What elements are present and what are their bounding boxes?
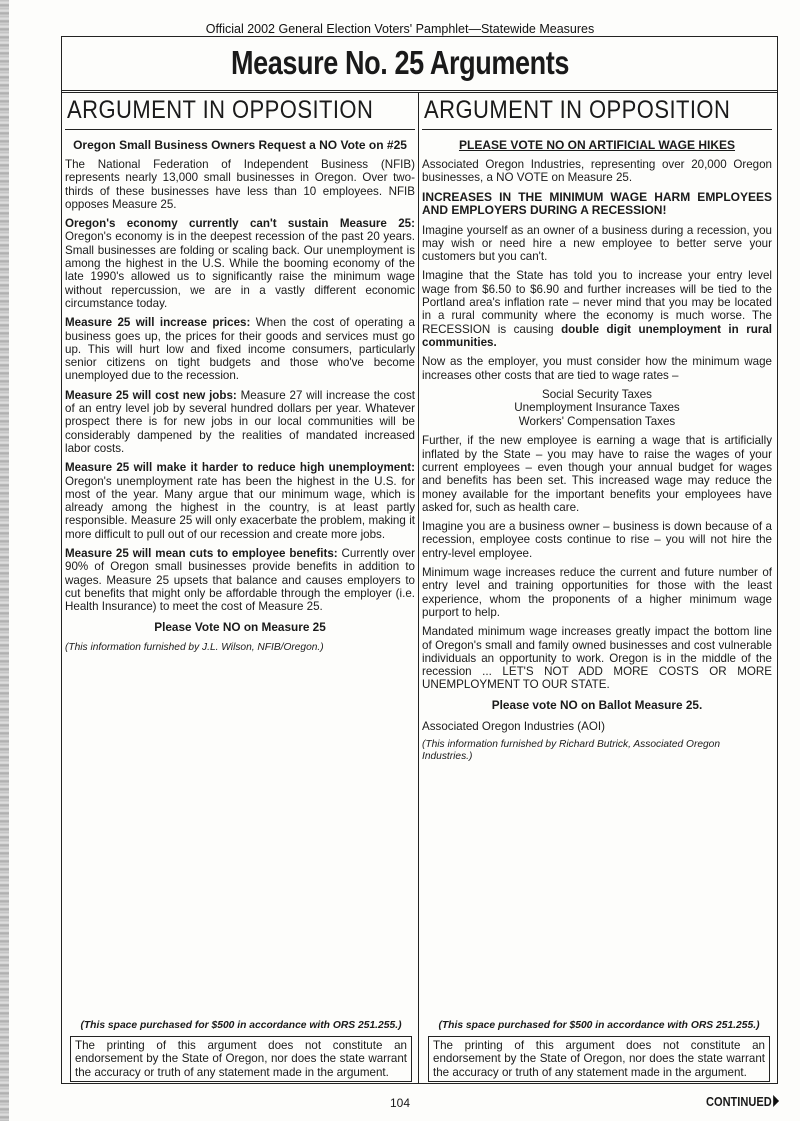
right-paragraph: Further, if the new employee is earning a wage that is artificially inflated by the State – you may have to raise the wages of your current employees – even though your annual budget for wages and benefits has been set. This increased wage may reduce the money available for the important benefits your employees have asked for, such as health care. bbox=[422, 434, 772, 514]
right-paragraph: Mandated minimum wage increases greatly impact the bottom line of Oregon's small and family owned businesses and cost vulnerable individuals an opportunity to work. Oregon is in the middle of the recession ... LET'S NOT ADD MORE COSTS OR MORE UNEMPLOYMENT TO OUR STATE. bbox=[422, 625, 772, 692]
right-heading: ARGUMENT IN OPPOSITION bbox=[424, 96, 731, 124]
scan-binding-edge bbox=[0, 0, 9, 1121]
left-paragraph: Measure 25 will mean cuts to employee benefits: Currently over 90% of Oregon small businesses provide benefits in addition to wages. Measure 25 upsets that balance and causes employers to cut benefits that might only be affordable through the employer (i.e. Health Insurance) to meet the cost of Measure 25. bbox=[65, 547, 415, 614]
title-rule bbox=[61, 90, 778, 91]
right-furnished-by: (This information furnished by Richard Butrick, Associated Oregon Industries.) bbox=[422, 738, 721, 762]
right-lead: PLEASE VOTE NO ON ARTIFICIAL WAGE HIKES bbox=[458, 138, 736, 152]
left-paragraph: Measure 25 will increase prices: When the cost of operating a business goes up, the prices for their goods and services must go up. This will hurt low and fixed income consumers, particularly senior citizens on tight budgets and those who've become unemployed due to the recession. bbox=[65, 316, 415, 383]
tax-list bbox=[422, 388, 772, 429]
left-disclaimer: The printing of this argument does not constitute an endorsement by the State of Oregon, nor does the state warrant the accuracy or truth of any statement made in the argument. bbox=[70, 1036, 412, 1082]
left-purchased-note: (This space purchased for $500 in accordance with ORS 251.255.) bbox=[80, 1020, 402, 1031]
right-paragraph: Now as the employer, you must consider how the minimum wage increases other costs that are tied to wage rates – bbox=[422, 355, 772, 382]
left-heading: ARGUMENT IN OPPOSITION bbox=[67, 96, 374, 124]
continued-label: CONTINUED bbox=[706, 1094, 779, 1109]
tax-list-item: Workers' Compensation Taxes bbox=[518, 414, 676, 428]
column-divider bbox=[418, 92, 419, 1084]
left-paragraph: Oregon's economy currently can't sustain Measure 25: Oregon's economy is in the deepest recession of the past 20 years. Small businesses are folding or scaling back. Our unemployment is among the highest in the U.S. While the booming economy of the late 1990's allowed us to significantly raise the minimum wage without repercussion, we are in a vastly different economic circumstance today. bbox=[65, 217, 415, 310]
running-head: Official 2002 General Election Voters' Pamphlet—Statewide Measures bbox=[205, 22, 595, 36]
right-organization: Associated Oregon Industries (AOI) bbox=[422, 719, 606, 733]
left-argument bbox=[65, 94, 415, 654]
left-closing: Please Vote NO on Measure 25 bbox=[154, 619, 326, 634]
left-heading-rule bbox=[65, 129, 415, 130]
left-lead: Oregon Small Business Owners Request a NO Vote on #25 bbox=[73, 138, 407, 152]
right-paragraph: Minimum wage increases reduce the current and future number of entry level and training opportunities for those with the least experience, whom the proponents of a higher minimum wage purport to help. bbox=[422, 566, 772, 619]
title-rule-double bbox=[61, 92, 778, 93]
right-purchased-note: (This space purchased for $500 in accordance with ORS 251.255.) bbox=[438, 1020, 760, 1031]
left-paragraph: Measure 25 will make it harder to reduce high unemployment: Oregon's unemployment rate has been the highest in the U.S. for most of the year. Many argue that our minimum wage, which is already among the highest in the country, is at least partly responsible. Measure 25 will only exacerbate the problem, making it more difficult to pull out of our recession and create more jobs. bbox=[65, 461, 415, 541]
left-furnished-by: (This information furnished by J.L. Wilson, NFIB/Oregon.) bbox=[65, 641, 324, 653]
right-caps-statement: INCREASES IN THE MINIMUM WAGE HARM EMPLOYEES AND EMPLOYERS DURING A RECESSION! bbox=[422, 189, 772, 218]
right-paragraph: Associated Oregon Industries, representing over 20,000 Oregon businesses, a NO VOTE on Measure 25. bbox=[422, 158, 772, 185]
right-disclaimer-block bbox=[428, 1020, 770, 1082]
right-paragraph: Imagine that the State has told you to increase your entry level wage from $6.50 to $6.90 and further increases will be tied to the Portland area's inflation rate – never mind that you may be located in a rural community where the economy is much worse. The RECESSION is causing double digit unemployment in rural communities. bbox=[422, 269, 772, 349]
right-closing: Please vote NO on Ballot Measure 25. bbox=[491, 697, 703, 712]
tax-list-item: Unemployment Insurance Taxes bbox=[514, 401, 680, 415]
page-number: 104 bbox=[389, 1096, 411, 1110]
tax-list-item: Social Security Taxes bbox=[542, 387, 652, 401]
right-disclaimer: The printing of this argument does not constitute an endorsement by the State of Oregon, nor does the state warrant the accuracy or truth of any statement made in the argument. bbox=[428, 1036, 770, 1082]
right-paragraph: Imagine yourself as an owner of a business during a recession, you may wish or need hire a new employee to better serve your customers but you can't. bbox=[422, 223, 772, 264]
left-paragraph: Measure 25 will cost new jobs: Measure 27 will increase the cost of an entry level job by several hundred dollars per year. Whatever prospect there is for new jobs in our local communities will be considerably dampened by the realities of mandated increased labor costs. bbox=[65, 388, 415, 455]
arrow-right-icon bbox=[773, 1095, 779, 1107]
right-argument bbox=[422, 94, 772, 763]
left-paragraph: The National Federation of Independent Business (NFIB) represents nearly 13,000 small businesses in Oregon. Over two-thirds of these businesses have less than 10 employees. NFIB opposes Measure 25. bbox=[65, 158, 415, 211]
page-title: Measure No. 25 Arguments bbox=[230, 44, 570, 81]
right-heading-rule bbox=[422, 129, 772, 130]
left-disclaimer-block bbox=[70, 1020, 412, 1082]
right-paragraph: Imagine you are a business owner – business is down because of a recession, employee costs continue to rise – you will not hire the entry-level employee. bbox=[422, 520, 772, 560]
